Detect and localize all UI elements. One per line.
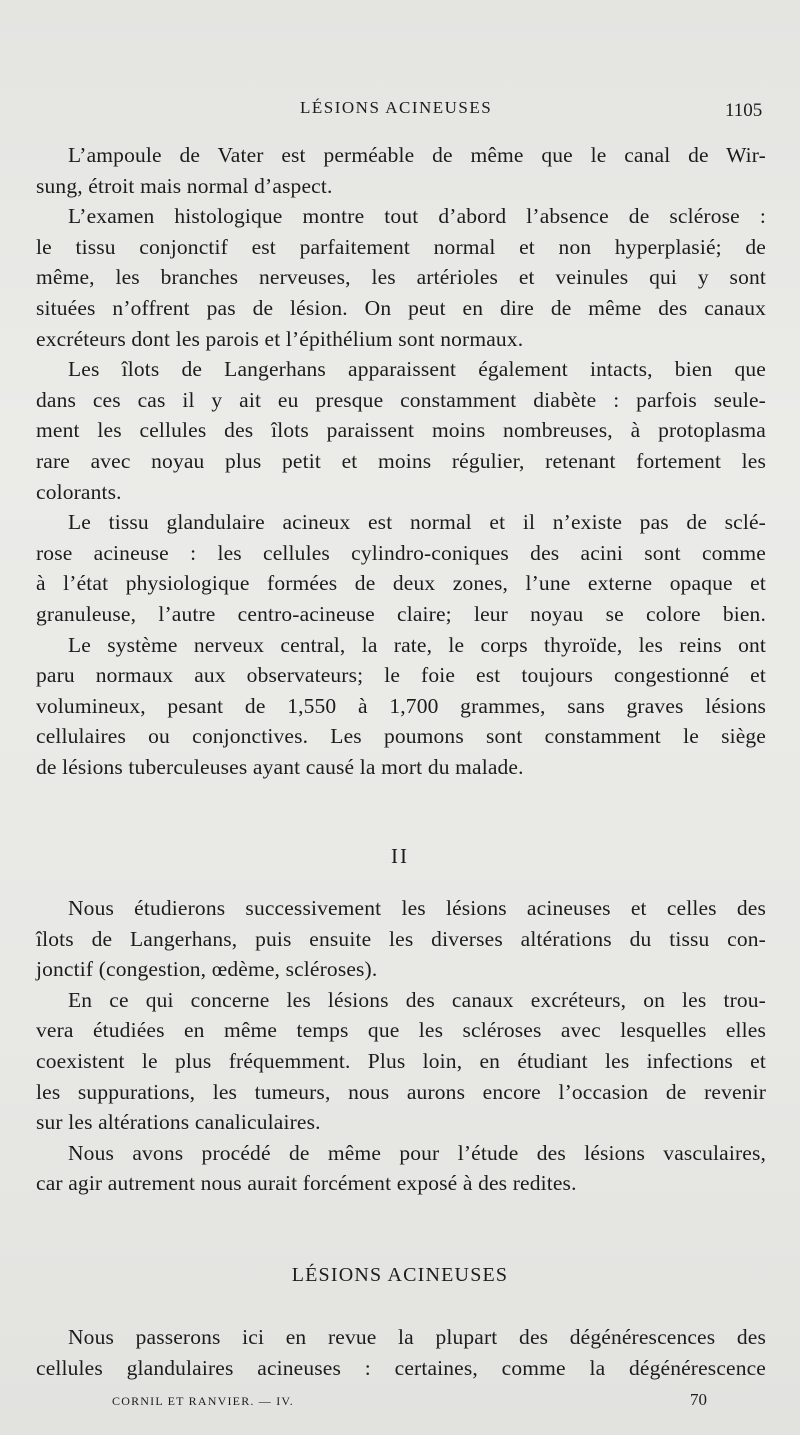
text-line: rare avec noyau plus petit et moins régulier, retenant fortement les	[36, 448, 766, 473]
text-line: Nous avons procédé de même pour l’étude des lésions vasculaires,	[68, 1140, 766, 1165]
text-line: Nous étudierons successivement les lésions acineuses et celles des	[68, 896, 766, 920]
section-number: II	[391, 844, 409, 868]
text-line: paru normaux aux observateurs; le foie est toujours congestionné et	[36, 663, 766, 688]
text-line: situées n’offrent pas de lésion. On peut en dire de même des canaux	[36, 295, 766, 320]
page-footer	[0, 1390, 800, 1412]
text-line: L’ampoule de Vater est perméable de même que le canal de Wir-	[68, 143, 766, 167]
text-line: excréteurs dont les parois et l’épithélium sont normaux.	[36, 326, 524, 351]
text-line: vera étudiées en même temps que les scléroses avec lesquelles elles	[36, 1018, 766, 1043]
page-number: 1105	[725, 100, 763, 121]
text-line: Le tissu glandulaire acineux est normal et il n’existe pas de sclé-	[68, 510, 766, 535]
text-line: coexistent le plus fréquemment. Plus loin, en étudiant les infections et	[36, 1048, 766, 1073]
text-line: le tissu conjonctif est parfaitement normal et non hyperplasié; de	[36, 234, 766, 259]
text-line: jonctif (congestion, œdème, scléroses).	[36, 957, 378, 982]
text-line: Nous passerons ici en revue la plupart des dégénérescences des	[68, 1325, 766, 1349]
text-line: Les îlots de Langerhans apparaissent également intacts, bien que	[68, 357, 766, 382]
text-block-acineuses	[36, 1322, 766, 1383]
text-line: même, les branches nerveuses, les artérioles et veinules qui y sont	[36, 265, 766, 290]
text-line: de lésions tuberculeuses ayant causé la mort du malade.	[36, 754, 524, 779]
text-block-plan	[36, 893, 766, 1199]
running-title: LÉSIONS ACINEUSES	[300, 98, 493, 117]
text-line: L’examen histologique montre tout d’abord l’absence de sclérose :	[68, 204, 766, 229]
text-line: cellules glandulaires acineuses : certaines, comme la dégénérescence	[36, 1355, 766, 1380]
text-line: sung, étroit mais normal d’aspect.	[36, 173, 333, 198]
text-line: dans ces cas il y ait eu presque constamment diabète : parfois seule-	[36, 387, 766, 412]
text-line: Le système nerveux central, la rate, le corps thyroïde, les reins ont	[68, 632, 766, 657]
footer-signature: CORNIL ET RANVIER. — IV.	[112, 1394, 294, 1408]
section-heading: LÉSIONS ACINEUSES	[291, 1264, 509, 1286]
text-line: les suppurations, les tumeurs, nous aurons encore l’occasion de revenir	[36, 1079, 766, 1104]
text-line: ment les cellules des îlots paraissent moins nombreuses, à protoplasma	[36, 418, 766, 443]
text-line: sur les altérations canaliculaires.	[36, 1110, 321, 1135]
text-line: cellulaires ou conjonctives. Les poumons sont constamment le siège	[36, 724, 766, 749]
text-block-observations	[36, 140, 766, 782]
text-line: colorants.	[36, 479, 122, 504]
text-line: car agir autrement nous aurait forcément exposé à des redites.	[36, 1171, 577, 1196]
text-line: En ce qui concerne les lésions des canaux excréteurs, on les trou-	[68, 987, 766, 1012]
text-line: granuleuse, l’autre centro-acineuse claire; leur noyau se colore bien.	[36, 601, 766, 626]
text-line: rose acineuse : les cellules cylindro-coniques des acini sont comme	[36, 540, 766, 565]
footer-sheet-number: 70	[690, 1390, 707, 1409]
text-line: à l’état physiologique formées de deux zones, l’une externe opaque et	[36, 571, 766, 596]
text-line: îlots de Langerhans, puis ensuite les diverses altérations du tissu con-	[36, 926, 766, 951]
text-line: volumineux, pesant de 1,550 à 1,700 grammes, sans graves lésions	[36, 693, 766, 718]
running-head	[0, 98, 800, 124]
